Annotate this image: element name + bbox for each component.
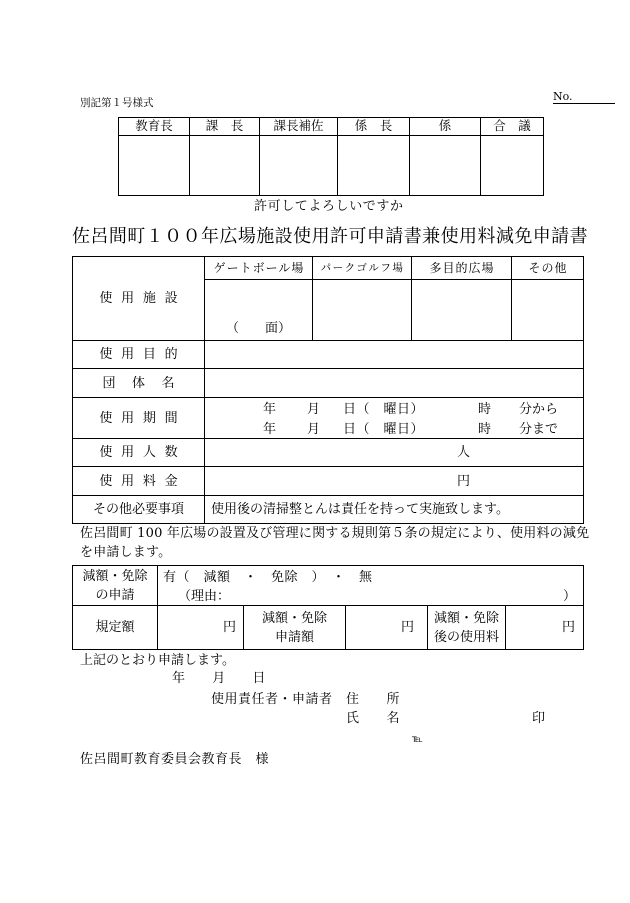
reduction-statement-line1: 佐呂間町 100 年広場の設置及び管理に関する規則第５条の規定により、使用料の減免 [80,526,590,541]
form-number-label: 別記第１号様式 [80,97,154,109]
reduction-reason-close: ） [563,589,577,604]
facility-option-gateball: ゲートボール場 [205,257,313,280]
other-label: その他必要事項 [92,502,184,517]
fee-unit: 円 [457,473,471,489]
facility-option-other: その他 [512,257,584,280]
courts-count-note: （ 面） [225,321,291,336]
addressee: 佐呂間町教育委員会教育長 様 [80,752,270,767]
request-amount-label-line2: 申請額 [274,629,314,645]
facility-gateball-cell [205,280,313,341]
request-amount-label [244,606,346,650]
approval-header-section-chief: 課 長 [190,118,260,136]
fee-label: 使 用 料 金 [99,473,180,489]
period-field [205,398,584,439]
approval-stamp-cell [119,136,190,196]
facility-label-cell [73,257,205,341]
period-end-year: 年 [263,422,277,437]
approval-header-consultation: 合 議 [481,118,544,136]
facility-park-golf-cell [313,280,412,341]
seal-mark: 印 [532,711,546,726]
tel-label: ℡ [412,734,423,745]
other-value: 使用後の清掃整とんは責任を持って実施致します。 [211,502,509,517]
period-start-day: 日（ 曜日） [343,402,425,417]
request-amount-field [346,606,428,650]
approval-header-staff: 係 [410,118,481,136]
approval-stamp-cell [260,136,338,196]
reduction-reason-open: （理由： [178,589,231,604]
after-fee-label [428,606,506,650]
standard-fee-field [158,606,244,650]
fee-label-cell [73,467,205,496]
reduction-request-field [158,566,584,606]
period-start-month: 月 [307,402,321,417]
reduction-statement-line2: を申請します。 [80,545,172,560]
period-end-month: 月 [307,422,321,437]
purpose-label-cell [73,341,205,369]
declaration-text: 上記のとおり申請します。 [80,653,235,668]
request-amount-label-line1: 減額・免除 [261,610,327,626]
reduction-request-label-line1: 減額・免除 [82,568,148,584]
approval-stamp-cell [338,136,410,196]
group-name-field [205,369,584,398]
people-field [205,439,584,467]
facility-other-cell [512,280,584,341]
other-label-cell [73,496,205,524]
period-start-year: 年 [263,402,277,417]
people-label: 使 用 人 数 [99,445,180,460]
purpose-field [205,341,584,369]
application-date: 年 月 日 [172,671,266,686]
approval-table [118,117,544,196]
period-end-hour: 時 [478,422,492,437]
reduction-request-label [73,566,158,606]
standard-fee-unit: 円 [222,620,236,635]
facility-label: 使 用 施 設 [99,291,180,306]
number-label: No. [553,90,573,103]
reduction-choice: 有（ 減額 ・ 免除 ） ・ 無 [163,570,373,585]
facility-option-multipurpose: 多目的広場 [412,257,512,280]
application-table [72,256,584,524]
applicant-address-label: 使用責任者・申請者 住 所 [211,692,401,707]
period-start-minute: 分から [519,402,559,417]
after-fee-field [506,606,584,650]
form-title: 佐呂間町１００年広場施設使用許可申請書兼使用料減免申請書 [72,226,589,247]
period-end-day: 日（ 曜日） [343,422,425,437]
approval-prompt: 許可してよろしいですか [254,199,404,214]
purpose-label: 使 用 目 的 [99,347,180,362]
approval-header-superintendent: 教育長 [119,118,190,136]
approval-stamp-cell [410,136,481,196]
after-fee-label-line1: 減額・免除 [433,610,499,626]
standard-fee-label: 規定額 [73,606,158,650]
period-start-hour: 時 [478,402,492,417]
number-field [553,91,615,104]
period-label-cell [73,398,205,439]
after-fee-unit: 円 [562,620,576,635]
group-name-label: 団 体 名 [102,375,177,391]
approval-stamp-cell [190,136,260,196]
facility-option-park-golf: パークゴルフ場 [313,257,412,280]
approval-header-subsection-chief: 係 長 [338,118,410,136]
reduction-request-label-line2: の申請 [95,587,135,603]
facility-multipurpose-cell [412,280,512,341]
people-label-cell [73,439,205,467]
other-field [205,496,584,524]
after-fee-label-line2: 後の使用料 [433,629,499,645]
applicant-name-label: 氏 名 [346,711,401,726]
reduction-table [72,565,584,650]
people-unit: 人 [457,445,471,460]
request-amount-unit: 円 [400,620,414,635]
approval-header-assistant-chief: 課長補佐 [260,118,338,136]
period-end-minute: 分まで [519,422,559,437]
group-name-label-cell [73,369,205,398]
approval-stamp-cell [481,136,544,196]
period-label: 使 用 期 間 [99,410,180,426]
fee-field [205,467,584,496]
